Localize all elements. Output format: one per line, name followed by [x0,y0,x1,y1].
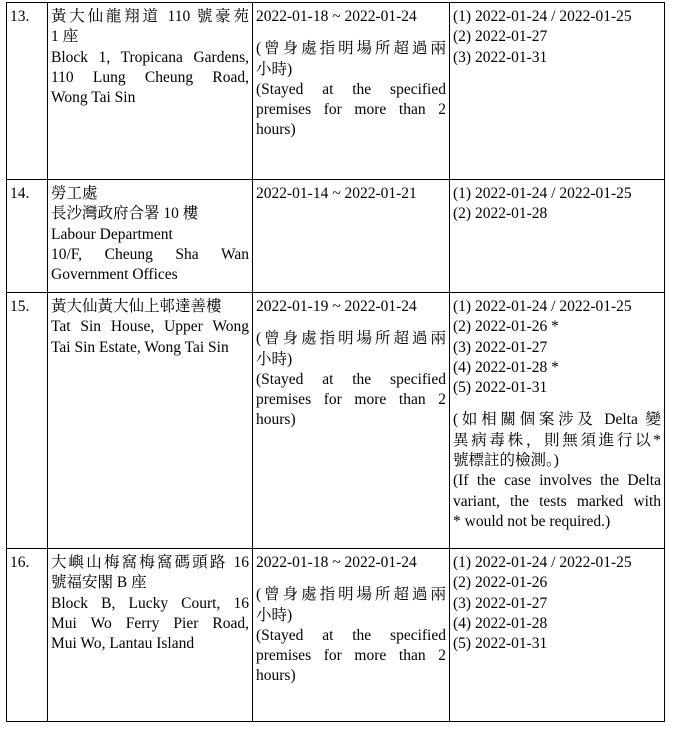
address-line: Block 1, Tropicana Gardens, [51,48,249,66]
premises-address [48,3,253,180]
address-line: 1 座 [51,28,79,46]
period-dates: 2022-01-14 ~ 2022-01-21 [256,185,417,202]
stay-note-en: premises for more than 2 [256,101,446,119]
test-dates [450,180,665,293]
row-number: 14. [7,180,48,293]
test-date: (2) 2022-01-26 [453,574,548,592]
premises-address [48,549,253,722]
stay-note-zh: 小時) [256,60,293,78]
test-date: (4) 2022-01-28 * [453,358,559,376]
test-date: (4) 2022-01-28 [453,614,548,632]
table-row [7,3,665,180]
address-line: Government Offices [51,266,178,284]
visit-period [253,3,450,180]
address-line: Labour Department [51,225,173,243]
stay-note-zh: 小時) [256,606,293,624]
address-line: Wong Tai Sin [51,89,136,107]
test-date: (5) 2022-01-31 [453,635,548,653]
delta-note-zh: (如相關個案涉及 Delta 變 [453,411,661,429]
address-line: 號福安閣 B 座 [51,574,147,592]
stay-note-en: (Stayed at the specified [256,626,446,644]
address-line: 長沙灣政府合署 10 樓 [51,205,199,223]
visit-period [253,549,450,722]
table-row [7,293,665,549]
stay-note-en: hours) [256,411,296,429]
address-line: 10/F, Cheung Sha Wan [51,245,249,263]
test-date: (3) 2022-01-27 [453,594,548,612]
test-date: (3) 2022-01-31 [453,48,548,66]
row-number: 16. [7,549,48,722]
address-line: Mui Wo, Lantau Island [51,635,195,653]
test-date: (2) 2022-01-26 * [453,318,559,336]
stay-note-en: (Stayed at the specified [256,370,446,388]
address-line: 110 Lung Cheung Road, [51,68,249,86]
delta-note-zh: 異病毒株，則無須進行以* [453,431,661,449]
period-dates: 2022-01-18 ~ 2022-01-24 [256,554,417,571]
delta-note-zh: 號標註的檢測。) [453,452,559,470]
visit-period [253,293,450,549]
address-line: 勞工處 [51,185,98,202]
visit-period [253,180,450,293]
test-dates [450,293,665,549]
address-line: 黃大仙黃大仙上邨達善樓 [51,298,222,315]
period-dates: 2022-01-19 ~ 2022-01-24 [256,298,417,315]
premises-table [6,2,665,722]
test-date: (1) 2022-01-24 / 2022-01-25 [453,185,632,202]
delta-note-en: variant, the tests marked with [453,492,661,510]
test-dates [450,3,665,180]
stay-note-en: hours) [256,667,296,685]
address-line: Mui Wo Ferry Pier Road, [51,614,249,632]
period-dates: 2022-01-18 ~ 2022-01-24 [256,8,417,25]
test-date: (1) 2022-01-24 / 2022-01-25 [453,554,632,571]
address-line: Block B, Lucky Court, 16 [51,594,249,612]
delta-note-en: (If the case involves the Delta [453,472,661,490]
row-number: 15. [7,293,48,549]
test-date: (2) 2022-01-27 [453,28,548,46]
address-line: 大嶼山梅窩梅窩碼頭路 16 [51,554,249,571]
test-date: (5) 2022-01-31 [453,379,548,397]
stay-note-en: hours) [256,121,296,139]
table-row [7,180,665,293]
premises-address [48,293,253,549]
premises-address [48,180,253,293]
address-line: Tai Sin Estate, Wong Tai Sin [51,338,229,356]
stay-note-en: premises for more than 2 [256,647,446,665]
stay-note-en: (Stayed at the specified [256,80,446,98]
test-date: (3) 2022-01-27 [453,338,548,356]
table-row [7,549,665,722]
stay-note-zh: (曾身處指明場所超過兩 [256,330,446,348]
stay-note-en: premises for more than 2 [256,391,446,409]
row-number: 13. [7,3,48,180]
test-date: (1) 2022-01-24 / 2022-01-25 [453,8,632,25]
stay-note-zh: (曾身處指明場所超過兩 [256,40,446,58]
stay-note-zh: (曾身處指明場所超過兩 [256,586,446,604]
delta-note-en: * would not be required.) [453,512,611,530]
test-dates [450,549,665,722]
address-line: Tat Sin House, Upper Wong [51,318,249,336]
stay-note-zh: 小時) [256,350,293,368]
test-date: (2) 2022-01-28 [453,205,548,223]
test-date: (1) 2022-01-24 / 2022-01-25 [453,298,632,315]
address-line: 黃大仙龍翔道 110 號豪苑 [51,8,249,25]
